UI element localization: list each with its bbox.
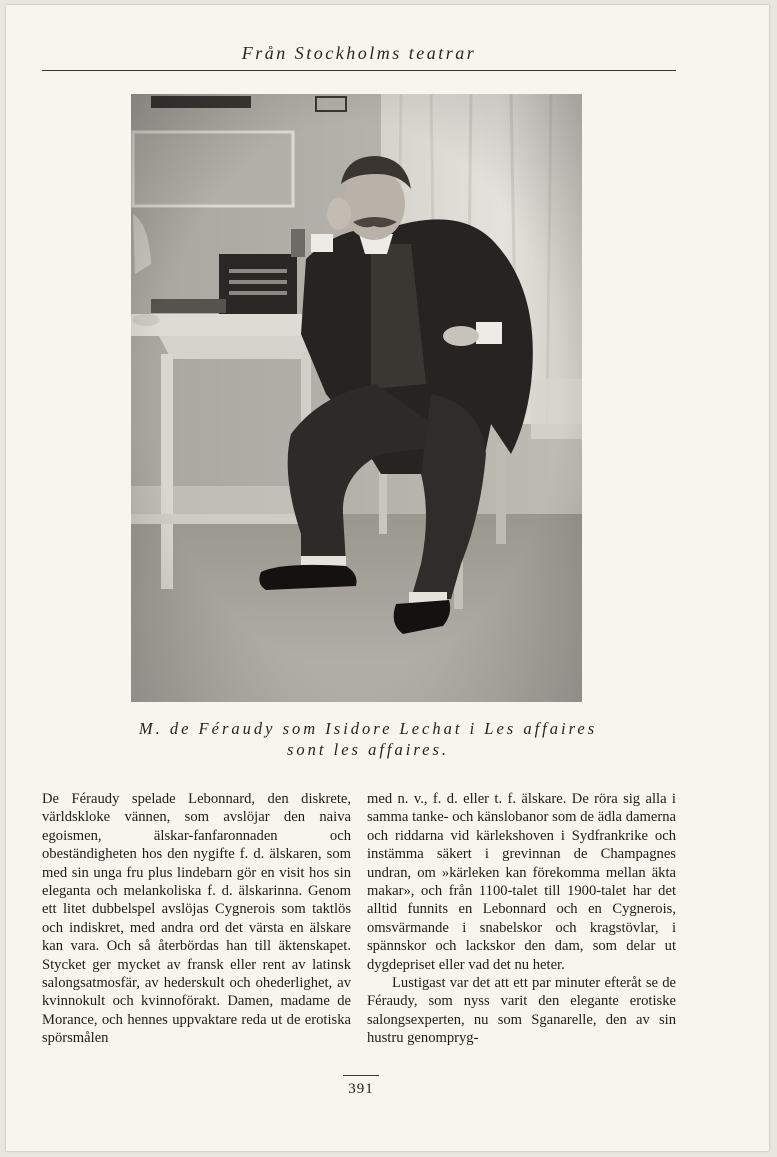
photo-caption [66, 718, 670, 760]
caption-line-1: M. de Féraudy som Isidore Lechat i Les affaires [138, 719, 598, 738]
page [6, 5, 769, 1151]
paragraph: med n. v., f. d. eller t. f. älskare. De röra sig alla i samma tanke- och känslobanor som de ädla damerna och riddarna vid kärlekshoven i Sydfrankrike och instämma säkert i grevinnan de Champagnes undran, om »kärleken kan förekomma mellan äkta makar», och från 1100-talet till 1900-talet har det alltid funnits en Lebonnard och en Cygnerois, omsvärmande i snabelskor och kragstövlar, i spännskor och lackskor den dam, som delar ut dygdepriset eller vad det nu heter. [367, 791, 676, 973]
paragraph: Lustigast var det att ett par minuter efteråt se de Féraudy, som nyss varit den elegante erotiske salongsexperten, nu som Sganarelle, den av sin hustru genompryg- [367, 975, 676, 1047]
paragraph: De Féraudy spelade Lebonnard, den diskrete, världskloke vännen, som avslöjar den naiva egoismen, älskar-fanfaronnaden och obeständigheten hos den nygifte f. d. älskaren, som med sin unga fru plus lindebarn gör en visit hos sin eleganta och melankoliska f. d. älskarinna. Genom ett litet dubbelspel avslöjas Cygnerois som taktlös och indiskret, med andra ord det värsta en älskare kan vara. Och så återbördas han till äktenskapet. Stycket ger mycket av fransk eller rent av latinsk salongsatmosfär, av hederskult och ohederlighet, av kvinnokult och kvinnoförakt. Damen, madame de Morance, och hennes uppvaktare reda ut de erotiska spörsmålen [42, 791, 351, 1047]
text-column-right [367, 790, 676, 1048]
caption-line-2: sont les affaires. [286, 740, 449, 759]
header-rule [42, 70, 676, 71]
page-number-rule [343, 1075, 379, 1076]
portrait-photograph [131, 94, 582, 702]
text-column-left [42, 790, 351, 1048]
page-number: 391 [348, 1081, 374, 1097]
running-header: Från Stockholms teatrar [241, 43, 477, 63]
